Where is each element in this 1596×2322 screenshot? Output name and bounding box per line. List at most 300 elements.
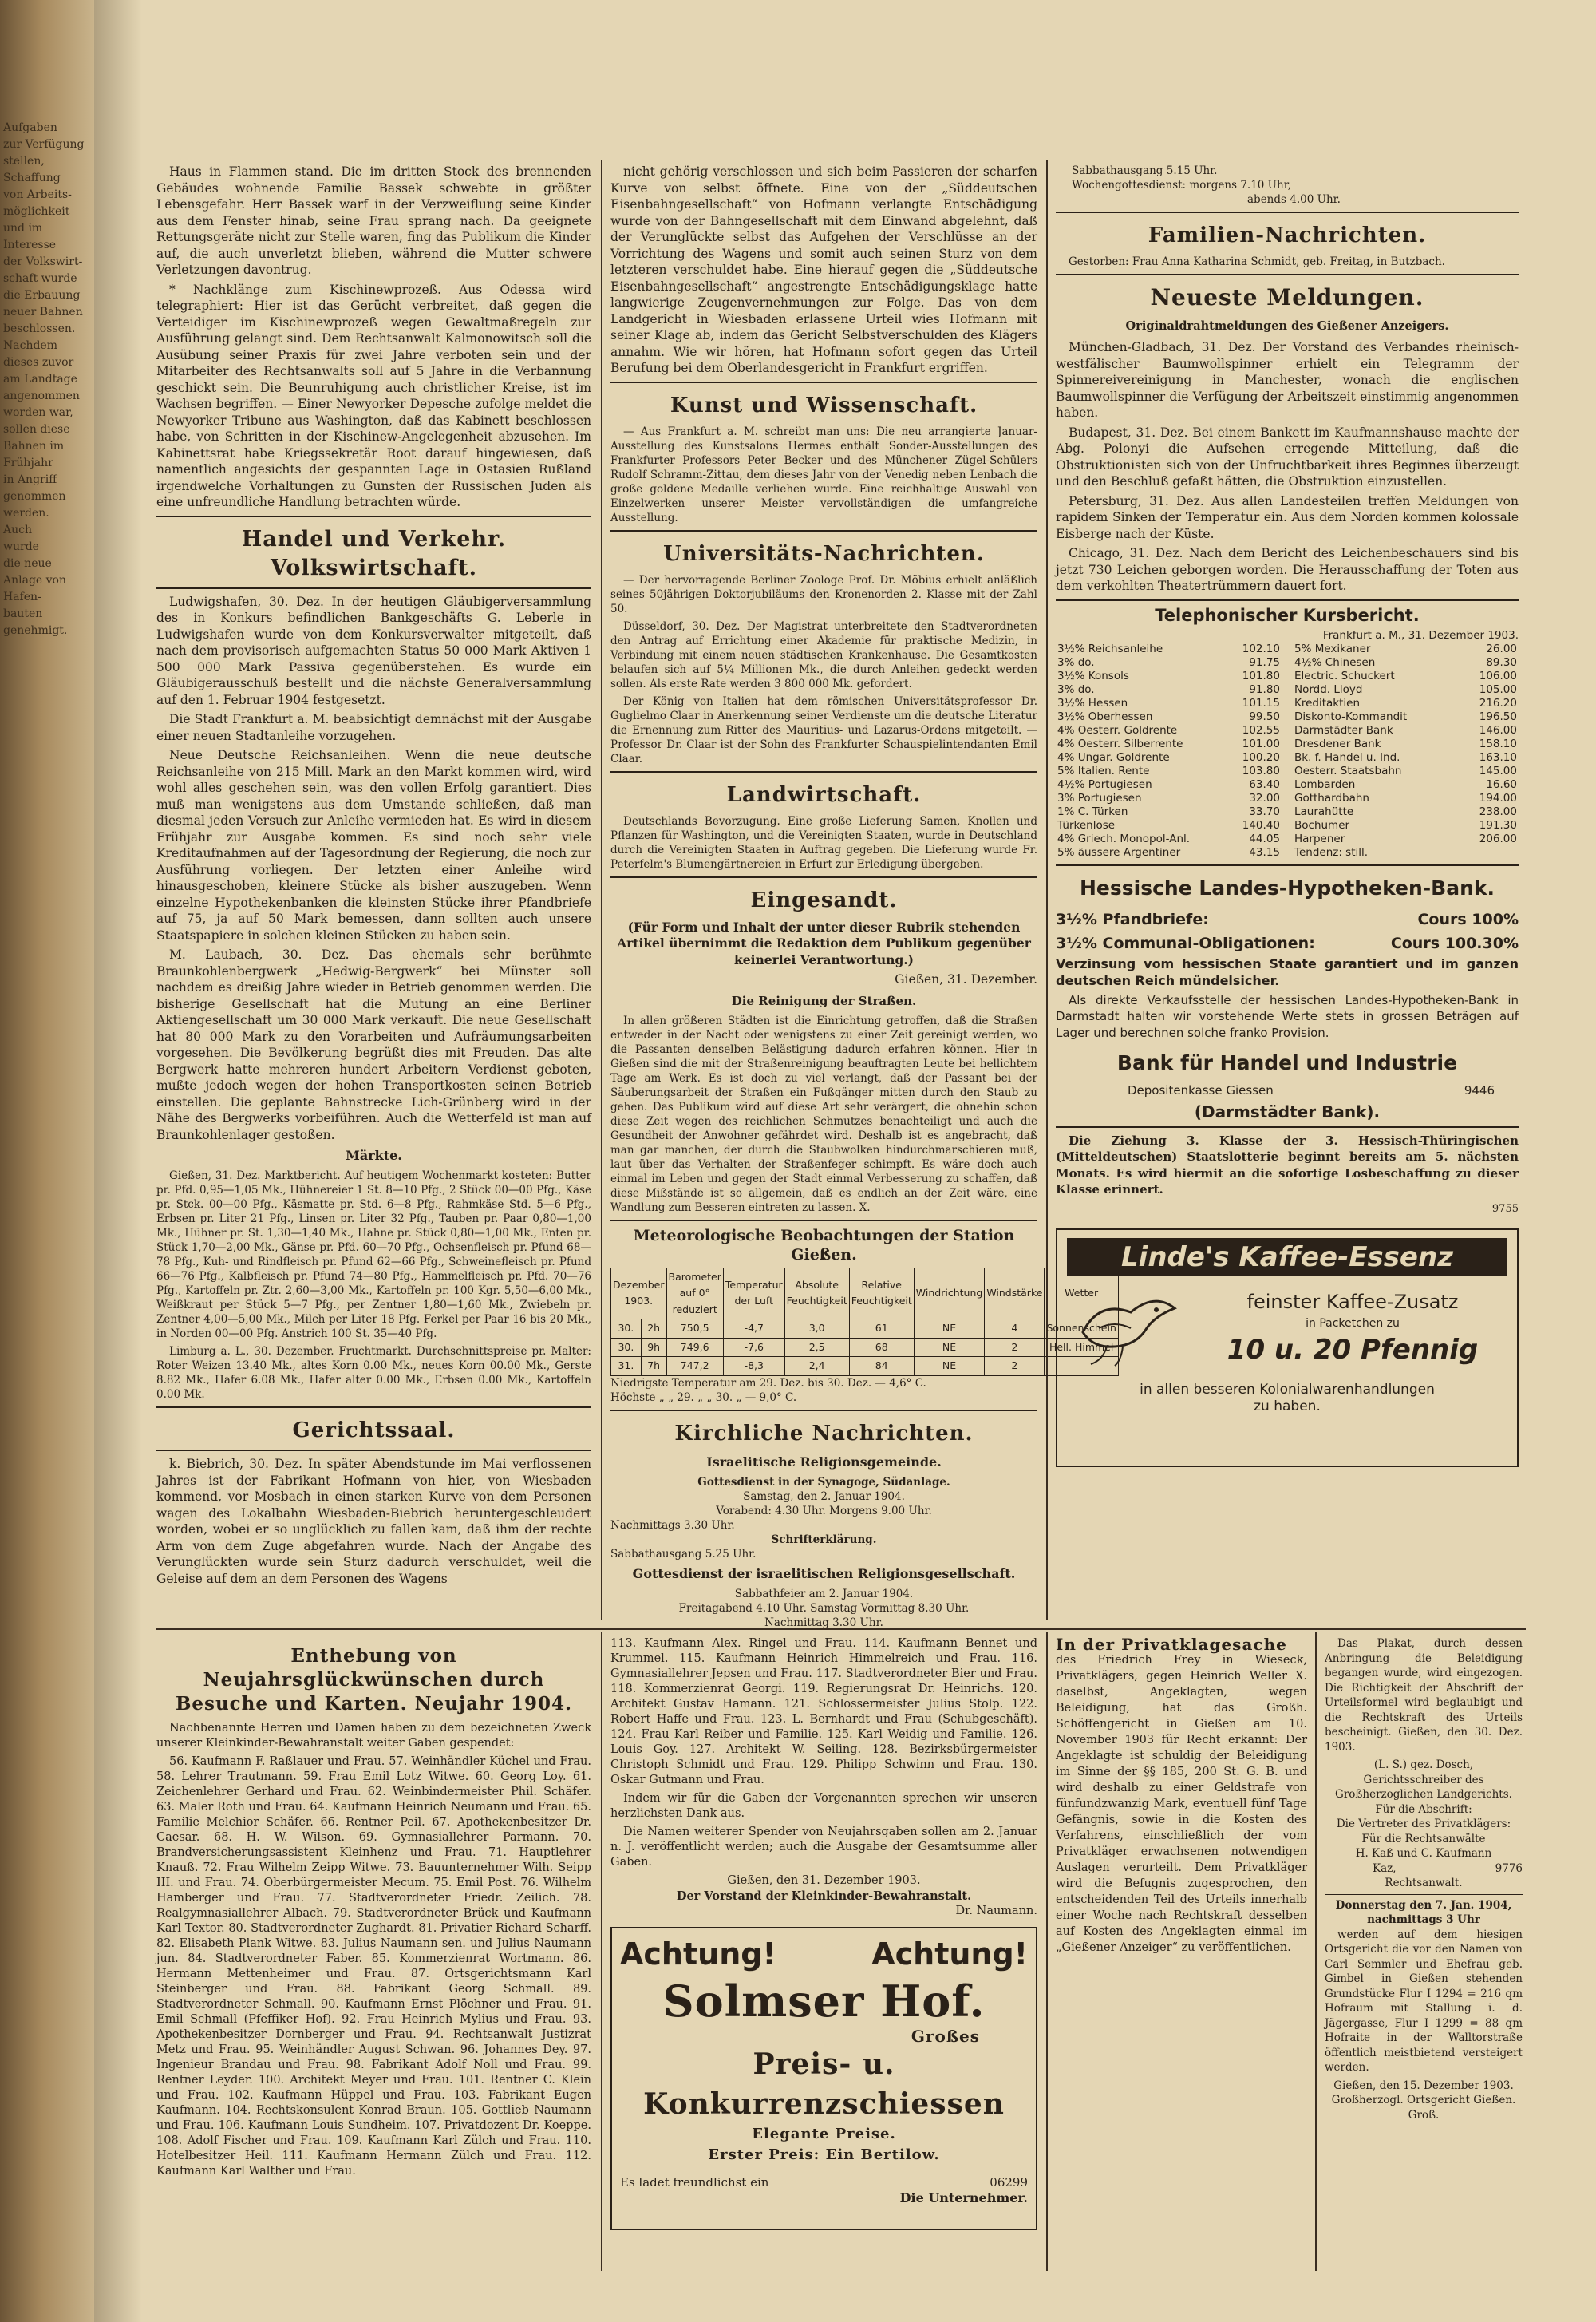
kurs-row: [1056, 805, 1282, 819]
gutter-line: und im Interesse: [3, 222, 57, 251]
column-3: [1056, 164, 1519, 1624]
rule: [610, 876, 1037, 878]
kurs-row: [1293, 778, 1519, 792]
bottom-rule-3: [1315, 1632, 1317, 2271]
kurs-row: [1056, 846, 1282, 860]
article-budapest: Budapest, 31. Dez. Bei einem Bankett im Kaufmannshause machte der Abg. Polonyi die Aufsehen erregende Mitteilung, daß die Obstruktionisten sich von der Unfruchtbarkeit ihres Beginnes überzeugt und den Beschluß gefaßt hätten, die Obstruktion einzustellen.: [1056, 425, 1519, 489]
kurs-row: [1293, 751, 1519, 765]
meteo-cell: 61: [849, 1319, 914, 1339]
enthebung-sign: Der Vorstand der Kleinkinder-Bewahranstalt.: [676, 1889, 972, 1903]
article-kischinew: * Nachklänge zum Kischinewprozeß. Aus Odessa wird telegraphiert: Hier ist das Gerücht verbreitet, daß gegen die Verteidiger im Kischinewprozeß wegen Gewaltmaßregeln zur Ausführung gelangt sind. Dem Rechtsanwalt Kalmonowitsch soll die Ausübung seiner Praxis für zwei Jahre verboten sein und der Mitarbeiter des Rechtsanwalts soll auf 5 Jahre in die Verbannung geschickt sein. Die Beunruhigung auch christlicher Kreise, ist im Wachsen begriffen. — Einer Newyorker Depesche zufolge meldet die Newyorker Tribune aus Washington, daß das Kabinett beschlossen habe, von Schritten in der Kischinew-Angelegenheit abzusehen. Im Kabinettsrat habe Kriegssekretär Root darauf hingewiesen, daß namentlich angesichts der gespannten Lage in Ostasien Rußland irgendwelche Vorhaltungen zu Gunsten der Russischen Juden als eine unfreundliche Handlung betrachten würde.: [156, 282, 591, 509]
kurs-row: [1056, 819, 1282, 833]
hyp-value-1: Cours 100%: [1417, 910, 1519, 928]
kurs-price: 194.00: [1479, 791, 1517, 805]
meteo-cell: 84: [849, 1357, 914, 1376]
gutter-line: genehmigt.: [3, 624, 68, 637]
meteo-cell: 750,5: [666, 1319, 723, 1339]
gutter-line: Anlage von: [3, 574, 67, 587]
kirch-line-6: Sabbathfeier am 2. Januar 1904.: [734, 1587, 914, 1600]
kurs-price: 101.00: [1242, 737, 1280, 750]
meteo-cell: 9h: [641, 1338, 666, 1357]
article-gladbach: München-Gladbach, 31. Dez. Der Vorstand des Verbandes rheinisch-westfälischer Baumwollspinner erhielt ein Telegramm der Spinnereivereinigung in Manchester, wonach die englischen Baumwollspinner die Verfügung der Arbeitszeit einstimmig angenommen haben.: [1056, 340, 1519, 420]
linde-stores: in allen besseren Kolonialwarenhandlungen: [1140, 1382, 1435, 1398]
kurs-security: 4% Ungar. Goldrente: [1057, 750, 1170, 764]
kurs-security: Türkenlose: [1057, 818, 1116, 832]
linde-packet: in Packetchen zu: [1306, 1317, 1400, 1330]
kurs-security: Laurahütte: [1294, 805, 1354, 818]
article-petersburg: Petersburg, 31. Dez. Aus allen Landesteilen treffen Meldungen von rapidem Sinken der Temperatur ein. Aus dem Norden kommen kolossale Eisberge nach der Küste.: [1056, 493, 1519, 541]
kirch-line-3: Nachmittags 3.30 Uhr.: [610, 1518, 735, 1532]
plakat-kaz: Kaz,: [1373, 1861, 1396, 1875]
kurs-tables: [1056, 643, 1519, 860]
article-duesseldorf: Düsseldorf, 30. Dez. Der Magistrat unterbreitete den Stadtverordneten den Antrag auf Errichtung einer Akademie für praktische Medizin, in Verbindung mit einem neuen städtischen Krankenhause. Die Gesamtkosten belaufen sich auf 5¼ Millionen Mk., die durch Anleihen gedeckt werden sollen. Als erste Rate werden 3 800 000 Mk. gefordert.: [610, 619, 1037, 690]
meteo-cell: 68: [849, 1338, 914, 1357]
article-landwirtschaft: Deutschlands Bevorzugung. Eine große Lieferung Samen, Knollen und Pflanzen für Washington, und die Vereinigten Staaten, wurde in Deutschland durch die Vereinigten Staaten in Auftrag gegeben. Die Lieferung wurde Fr. Peterfelm's Blumengärtnereien in Erfurt zur Erledigung übergeben.: [610, 814, 1037, 871]
meteo-cell: Hell. Himmel: [1045, 1338, 1118, 1357]
achtung-right: Achtung!: [871, 1936, 1028, 1972]
meteo-cell: NE: [914, 1338, 985, 1357]
sabbath-line-3: abends 4.00 Uhr.: [1247, 193, 1341, 206]
meteo-cell: 3,0: [784, 1319, 849, 1339]
neueste-subtitle: Originaldrahtmeldungen des Gießener Anzeigers.: [1125, 319, 1449, 333]
article-ludwigshafen: Ludwigshafen, 30. Dez. In der heutigen Gläubigerversammlung des in Konkurs befindlichen Bankgeschäfts G. Leberle in Ludwigshafen wurde von dem Konkursverwalter mitgeteilt, daß nach dem provisorisch aufgemachten Status 50 000 Mark Aktiven 1 500 000 Mark Passiva gegenüberstehen. Es wurde ein Gläubigerausschuß bestellt und die nächste Generalversammlung auf den 1. Februar 1904 festgesetzt.: [156, 594, 591, 707]
donnerstag-text: werden auf dem hiesigen Ortsgericht die vor den Namen von Carl Semmler und Ehefrau geb. Gimbel in Gießen stehenden Grundstücke Flur I 1294 = 216 qm Hofraum mit Stallung i. d. Jägergasse, Flur I 1299 = 88 qm Hofraite in der Walltorstraße öffentlich meistbietend versteigert werden.: [1325, 1928, 1523, 2074]
kurs-row: [1056, 670, 1282, 683]
meteo-cell: 2,4: [784, 1357, 849, 1376]
hyp-label-2: 3½% Communal-Obligationen:: [1056, 934, 1315, 952]
donnerstag-date: Gießen, den 15. Dezember 1903.: [1333, 2079, 1514, 2092]
rule: [1325, 1894, 1523, 1895]
bottom-col-2: [610, 1636, 1037, 2275]
rule: [610, 1220, 1037, 1221]
meteo-cell: 749,6: [666, 1338, 723, 1357]
kurs-security: 3½% Reichsanleihe: [1057, 642, 1163, 655]
gutter-line: möglichkeit: [3, 205, 70, 218]
kurs-row: [1293, 765, 1519, 778]
kurs-security: 4% Oesterr. Silberrente: [1057, 737, 1183, 750]
meteo-footnote-max: Höchste „ „ 29. „ „ 30. „ — 9,0° C.: [610, 1390, 797, 1404]
kurs-price: 105.00: [1479, 682, 1517, 696]
solmser-number: 06299: [990, 2175, 1028, 2189]
kurs-row: [1293, 846, 1519, 860]
article-reichsanleihe: Neue Deutsche Reichsanleihen. Wenn die neue deutsche Reichsanleihe von 215 Mill. Mark an den Markt kommen wird, wird wohl alles geschehen sein, was den vollen Erfolg garantiert. Dies muß man wenigstens aus dem Umstande schließen, daß man diesmal jeden Versuch zur Anleihe vermieden hat. Es wird in diesem Frühjahr zur Ausgabe kommen. Es sind noch sehr viele Kreditaufnahmen auf der Tagesordnung der Regierung, die noch zur Ausführung vorliegen. Der letzten einer Anleihe wird hinausgeschoben, kleinere Stücke als bisher auszugeben. Wenn einzelne Hypothekenbanken die kleinsten Stücke ihrer Pfandbriefe auf 75, ja auf 50 Mark bemessen, dann sollten auch unsere Staatspapiere in solchen kleinen Stücken zu haben sein.: [156, 748, 591, 943]
gutter-line: angenommen: [3, 390, 80, 402]
kurs-security: Tendenz: still.: [1294, 845, 1369, 859]
kirch-sub3: Gottesdienst der israelitischen Religionsgesellschaft.: [632, 1565, 1016, 1581]
enthebung-note: Die Namen weiterer Spender von Neujahrsgaben sollen am 2. Januar n. J. veröffentlicht werden; auch die Ausgabe der Gesamtsumme aller Gaben.: [610, 1826, 1037, 1869]
rule: [1056, 599, 1519, 601]
gutter-line: Hafen-: [3, 591, 41, 603]
meteo-cell: 7h: [641, 1357, 666, 1376]
kurs-price: 140.40: [1242, 818, 1280, 832]
plakat-vertreter: Die Vertreter des Privatklägers:: [1336, 1818, 1511, 1830]
kurs-row: [1293, 724, 1519, 738]
gutter-line: der Volkswirt-: [3, 255, 83, 268]
kurs-price: 91.75: [1249, 655, 1280, 669]
kurs-row: [1056, 724, 1282, 738]
kurs-row: [1293, 710, 1519, 724]
section-title-handel: Handel und Verkehr. Volkswirtschaft.: [241, 526, 507, 580]
solmser-einladung: Es ladet freundlichst ein: [620, 2175, 769, 2189]
kurs-price: 146.00: [1479, 723, 1517, 737]
kurs-date: Frankfurt a. M., 31. Dezember 1903.: [1322, 628, 1519, 642]
kurs-row: [1056, 833, 1282, 846]
meteo-cell: 30.: [611, 1319, 642, 1339]
kurs-security: Bochumer: [1294, 818, 1350, 832]
kurs-security: Bk. f. Handel u. Ind.: [1294, 750, 1400, 764]
linde-available: zu haben.: [1254, 1398, 1321, 1414]
kurs-security: 4½% Portugiesen: [1057, 777, 1152, 791]
kirch-line-8: Nachmittag 3.30 Uhr.: [764, 1616, 883, 1629]
kurs-price: 163.10: [1479, 750, 1517, 764]
bottom-col-3: [1056, 1636, 1307, 2275]
meteo-title: Meteorologische Beobachtungen der Station Gießen.: [633, 1226, 1015, 1264]
gutter-line: die neue: [3, 557, 52, 570]
kurs-security: Darmstädter Bank: [1294, 723, 1393, 737]
meteo-cell: 4: [985, 1319, 1045, 1339]
kurs-price: 32.00: [1249, 791, 1280, 805]
kurs-security: Gotthardbahn: [1294, 791, 1369, 805]
article-biebrich: k. Biebrich, 30. Dez. In später Abendstunde im Mai verflossenen Jahres ist der Fabrikant Hofmann von hier, von Wiesbaden kommend, vor Mosbach in einen starken Kurve von dem Personen wagen des Lokalbahn Wiesbaden-Biebrich heruntergeschleudert worden, wobei er so unglücklich zu fallen kam, daß ihm der rechte Arm von dem Zuge abgefahren wurde. Nach der Angabe des Verunglückten wurde sein Sturz dadurch verschuldet, weil die Geleise auf dem an dem Personen des Wagens: [156, 1457, 591, 1586]
kurs-security: 4% Oesterr. Goldrente: [1057, 723, 1178, 737]
kurs-security: 5% Mexikaner: [1294, 642, 1371, 655]
solmser-preis: Preis- u. Konkurrenzschiessen: [643, 2047, 1005, 2121]
section-title-kirchlich: Kirchliche Nachrichten.: [674, 1421, 974, 1446]
plakat-gs: Gerichtsschreiber des Großherzoglichen Landgerichts.: [1335, 1773, 1512, 1801]
kurs-price: 196.50: [1479, 710, 1517, 723]
bottom-col-1: [156, 1636, 591, 2275]
meteo-row: [611, 1357, 1119, 1376]
achtung-left: Achtung!: [620, 1936, 776, 1972]
enthebung-title: Enthebung von Neujahrsglückwünschen durch Besuche und Karten. Neujahr 1904.: [175, 1645, 573, 1715]
solmser-grosses: Großes: [911, 2027, 980, 2046]
lotterie-number: 9755: [1491, 1202, 1519, 1215]
gutter-line: worden war,: [3, 406, 73, 419]
eingesandt-date: Gießen, 31. Dezember.: [895, 972, 1037, 987]
privatklage-text: des Friedrich Frey in Wieseck, Privatklägers, gegen Heinrich Weller X. daselbst, Angeklagten, wegen Beleidigung, hat das Großh. Schöffengericht in Gießen am 10. November 1903 für Recht erkannt: Der Angeklagte ist schuldig der Beleidigung im Sinne der §§ 185, 200 St. G. B. und wird deshalb zu einer Geldstrafe von fünfundzwanzig Mark, eventuell fünf Tage Gefängnis, sowie in die Kosten des Verfahrens, einschließlich der vom Privatkläger erwachsenen notwendigen Auslagen verurteilt. Dem Privatkläger wird die Befugnis zugesprochen, den entscheidenden Teil des Urteils innerhalb einer Woche nach Rechtskraft desselben auf Kosten des Angeklagten einmal im „Gießener Anzeiger“ zu veröffentlichen.: [1056, 1654, 1307, 1954]
article-claar: Der König von Italien hat dem römischen Universitätsprofessor Dr. Guglielmo Claar in Anerkennung seiner Verdienste um die deutsche Literatur die Ernennung zum Ritter des Mauritius- und Lazarus-Ordens mitgeteilt. — Professor Dr. Claar ist der Sohn des Frankfurter Schauspielintendanten Emil Claar.: [610, 694, 1037, 765]
solmser-erster: Erster Preis: Ein Bertilow.: [708, 2146, 940, 2163]
kurs-price: 102.55: [1242, 723, 1280, 737]
kurs-row: [1293, 683, 1519, 697]
gutter-line: zur Verfügung: [3, 138, 85, 151]
kurs-price: 99.50: [1249, 710, 1280, 723]
achtung-row: [620, 1935, 1028, 1973]
bottom-rule-2: [1046, 1632, 1048, 2271]
meteo-cell: -4,7: [723, 1319, 784, 1339]
bank-title: Bank für Handel und Industrie: [1116, 1051, 1458, 1074]
article-chicago: Chicago, 31. Dez. Nach dem Bericht des Leichenbeschauers sind bis jetzt 730 Leichen geborgen worden. Die Herausschaffung der Toten aus dem verkohlten Theatertrümmern dauert fort.: [1056, 546, 1519, 593]
plakat-text: Das Plakat, durch dessen Anbringung die Beleidigung begangen wurde, wird eingezogen. Die Richtigkeit der Abschrift der Urteilsformel wird beglaubigt und die Rechtskraft des Urteils bescheinigt. Gießen, den 30. Dez. 1903.: [1325, 1637, 1523, 1754]
hyp-value-2: Cours 100.30%: [1390, 934, 1519, 952]
article-marktbericht: Gießen, 31. Dez. Marktbericht. Auf heutigem Wochenmarkt kosteten: Butter pr. Pfd. 0,95—1,05 Mk., Hühnereier 1 St. 8—10 Pfg., 2 Stück 00—00 Pfg., Käse pr. Stck. 00—00 Pfg., Käsmatte pr. Std. 6—8 Pfg., Rahmkäse Std. 5—6 Pfg., Erbsen pr. Liter 21 Pfg., Linsen pr. Liter 32 Pfg., Tauben pr. Paar 0,80—1,00 Mk., Hühner pr. St. 1,30—1,40 Mk., Hahne pr. Stück 0,80—1,00 Mk., Enten pr. Stück 1,70—2,00 Mk., Gänse pr. Pfd. 60—70 Pfg., Ochsenfleisch pr. Pfund 68—78 Pfg., Kuh- und Rindfleisch pr. Pfund 62—66 Pfg., Schweinefleisch pr. Pfund 66—76 Pfg., Kalbfleisch pr. Pfund 74—80 Pfg., Hammelfleisch pr. Pfd. 70—76 Pfg., Kartoffeln pr. Ztr. 2,60—3,00 Mk., Kartoffeln pr. 100 Kgr. 5,50—6,00 Mk., Weißkraut per Stück 5—7 Pfg., per Zentner 1,80—1,60 Mk., Zwiebeln pr. Zentner 4,00—5,00 Mk., Milch per Liter 18 Pfg. Ferkel per Paar 16 bis 20 Mk., in Norden 00—00 Pfg. Anstrich 100 St. 35—40 Pfg.: [156, 1169, 591, 1340]
article-moebius: — Der hervorragende Berliner Zoologe Prof. Dr. Möbius erhielt anläßlich seines 50jährigen Doktorjubiläums den Kronenorden 2. Klasse mit der Zahl 50.: [610, 573, 1037, 615]
kurs-security: 3½% Konsols: [1057, 669, 1129, 682]
gutter-line: am Landtage: [3, 373, 77, 386]
gutter-line: wurde: [3, 540, 39, 553]
meteo-cell: NE: [914, 1357, 985, 1376]
gutter-line: sollen diese: [3, 423, 70, 436]
meteo-cell: Sonnenschein: [1045, 1319, 1118, 1339]
gutter-line: neuer Bahnen: [3, 306, 83, 318]
kurs-security: Oesterr. Staatsbahn: [1294, 764, 1402, 777]
plakat-number: 9776: [1495, 1861, 1523, 1875]
bird-logo-icon: [1067, 1284, 1187, 1372]
article-kunst: — Aus Frankfurt a. M. schreibt man uns: Die neu arrangierte Januar-Ausstellung des Kunstsalons Hermes enthält Sonder-Ausstellungen des Frankfurter Professors Peter Becker und des Münchener Zügel-Schülers Rudolf Schramm-Zittau, dem dieses Jahr von der Venedig neben Lenbach die große goldene Medaille verliehen wurde. Eine reichhaltige Auswahl von Einzelwerken unserer Meister vervollständigen die umfangreiche Ausstellung.: [610, 425, 1037, 524]
kurs-security: 4% Griech. Monopol-Anl.: [1057, 832, 1191, 845]
kurs-price: 216.20: [1479, 696, 1517, 710]
meteo-header: Dezember 1903.: [611, 1268, 667, 1319]
kurs-price: 206.00: [1479, 832, 1517, 845]
donnerstag-name: Groß.: [1408, 2108, 1440, 2122]
kurs-row: [1056, 751, 1282, 765]
kurs-price: 158.10: [1479, 737, 1517, 750]
rule: [610, 771, 1037, 773]
kirch-sub2: Gottesdienst in der Synagoge, Südanlage.: [697, 1475, 950, 1489]
kurs-row: [1056, 738, 1282, 751]
kurs-row: [1293, 670, 1519, 683]
meteo-cell: -8,3: [723, 1357, 784, 1376]
solmser-title: Solmser Hof.: [662, 1976, 986, 2027]
plakat-kaz-row: [1325, 1861, 1523, 1877]
meteo-cell: -7,6: [723, 1338, 784, 1357]
lotterie-text: Die Ziehung 3. Klasse der 3. Hessisch-Thüringischen (Mitteldeutschen) Staatslotterie beginnt bereits am 5. nächsten Monats. Es wird hiermit an die sofortige Losbeschaffung zu dieser Klasse erinnert.: [1056, 1133, 1519, 1197]
column-1: [156, 164, 591, 1624]
kurs-price: 101.15: [1242, 696, 1280, 710]
kurs-security: Kreditaktien: [1294, 696, 1361, 710]
kurs-price: 43.15: [1249, 845, 1280, 859]
kirch-line-4: Schrifterklärung.: [771, 1533, 877, 1546]
kurs-security: Diskonto-Kommandit: [1294, 710, 1408, 723]
bottom-rule-1: [601, 1632, 602, 2271]
meteo-cell: 31.: [611, 1357, 642, 1376]
enthebung-list: 56. Kaufmann F. Raßlauer und Frau. 57. Weinhändler Küchel und Frau. 58. Lehrer Trautmann. 59. Frau Emil Lotz Witwe. 60. Georg Loy. 61. Zeichenlehrer Gerhard und Frau. 62. Weinbindermeister Phil. Schäfer. 63. Maler Roth und Frau. 64. Kaufmann Heinrich Neumann und Frau. 65. Familie Melchior Schäfer. 66. Rentner Peil. 67. Apothekenbesitzer Dr. Caesar. 68. H. W. Wilson. 69. Gymnasiallehrer Parmann. 70. Brandversicherungsassistent Kleinhenz und Frau. 71. Hauptlehrer Knauß. 72. Frau Wilhelm Zeipp Witwe. 73. Bauunternehmer Wilh. Seipp III. und Frau. 74. Oberbürgermeister Mecum. 75. Emil Post. 76. Wilhelm Hamberger und Frau. 77. Stadtverordneter Friedr. Zeilich. 78. Realgymnasiallehrer Albach. 79. Stadtverordneter Brück und Kaufmann Karl Textor. 80. Stadtverordneter Zughardt. 81. Privatier Richard Scharff. 82. Elisabeth Plank Witwe. 83. Julius Naumann sen. und Julius Naumann jun. 84. Stadtverordneter Faber. 85. Kommerzienrat Wortmann. 86. Hermann Mettenheimer und Frau. 87. Ortsgerichtsmann Karl Steinberger und Frau. 88. Fabrikant Georg Schmall. 89. Stadtverordneter Schmall. 90. Kaufmann Ernst Plöchner und Frau. 91. Emil Schmall (Pfeffiker Hof). 92. Frau Heinrich Mylius und Frau. 93. Apothekenbesitzer Dornberger und Frau. 94. Rechtsanwalt Justizrat Metz und Frau. 95. Weinhändler August Schwan. 96. Johannes Dey. 97. Ingenieur Brandau und Frau. 98. Fabrikant Adolf Noll und Frau. 99. Rentner Leyder. 100. Architekt Meyer und Frau. 101. Rentner C. Klein und Frau. 102. Kaufmann Hüppel und Frau. 103. Fabrikant Eugen Kaufmann. 104. Rechtskonsulent Konrad Braun. 105. Gottlieb Naumann und Frau. 106. Kaufmann Louis Sundheim. 107. Privatdozent Dr. Koeppe. 108. Adolf Fischer und Frau. 109. Kaufmann Karl Zülch und Frau. 110. Hotelbesitzer Heil. 111. Kaufmann Hermann Zülch und Frau. 112. Kaufmann Karl Walther und Frau.: [156, 1755, 591, 2178]
section-title-universitaet: Universitäts-Nachrichten.: [663, 541, 985, 566]
kurs-price: 102.10: [1242, 642, 1280, 655]
kurs-price: 101.80: [1242, 669, 1280, 682]
section-title-gericht: Gerichtssaal.: [292, 1418, 456, 1442]
privatklage-title: In der Privatklagesache: [1056, 1635, 1287, 1654]
plakat-ls: (L. S.) gez. Dosch,: [1373, 1758, 1474, 1771]
article-limburg: Limburg a. L., 30. Dezember. Fruchtmarkt. Durchschnittspreise pr. Malter: Roter Weizen 13.40 Mk., altes Korn 0.00 Mk., neues Korn 00.00 Mk., Gerste 8.82 Mk., Hafer 6.08 Mk., Hafer alter 0.00 Mk., Erbsen 0.00 Mk., Kartoffeln 0.00 Mk.: [156, 1345, 591, 1401]
plakat-rechtsanwalt: Rechtsanwalt.: [1385, 1877, 1463, 1889]
kurs-row: [1293, 643, 1519, 656]
rule: [156, 1406, 591, 1408]
kurs-price: 191.30: [1479, 818, 1517, 832]
kurs-price: 16.60: [1486, 777, 1517, 791]
meteo-table: [610, 1268, 1119, 1376]
rule: [1056, 274, 1519, 275]
eingesandt-note: (Für Form und Inhalt der unter dieser Rubrik stehenden Artikel übernimmt die Redaktion dem Publikum gegenüber keinerlei Verantwortung.): [617, 919, 1031, 967]
hyp-row-2: [1056, 932, 1519, 955]
kurs-row: [1293, 805, 1519, 819]
bottom-col-4: [1325, 1636, 1523, 2275]
kurs-security: 3% do.: [1057, 655, 1095, 669]
gutter-line: genommen: [3, 490, 66, 503]
gutter-line: schaft wurde: [3, 272, 77, 285]
meteo-cell: 30.: [611, 1338, 642, 1357]
kurs-row: [1293, 819, 1519, 833]
sabbath-line-2: Wochengottesdienst: morgens 7.10 Uhr,: [1072, 179, 1292, 192]
kurs-row: [1056, 697, 1282, 710]
meteo-header: Barometer auf 0° reduziert: [666, 1268, 723, 1319]
page-fold-shadow: [94, 0, 142, 2322]
gutter-line: Auch: [3, 524, 32, 536]
kurs-security: Electric. Schuckert: [1294, 669, 1395, 682]
article-laubach: M. Laubach, 30. Dez. Das ehemals sehr berühmte Braunkohlenbergwerk „Hedwig-Bergwerk“ bei Münster soll nachdem es dreißig Jahre wieder in Betrieb genommen werden. Die bisherige Gesellschaft hat die Mutung an eine Berliner Aktiengesellschaft um 30 000 Mark verkauft. Die neue Gesellschaft hat 80 000 Mark zu den Vorarbeiten und Aufräumungsarbeiten vorgesehen. Die Bevölkerung begrüßt dies mit Freuden. Das alte Bergwerk hatte mehreren hundert Arbeitern Verdienst geboten, mußte jedoch wegen der hohen Transportkosten seinen Betrieb einstellen. Die geplante Bahnstrecke Lich-Grünberg wird in der Nähe des Bergwerks vorbeiführen. Auch die Wetterfeld ist man auf Braunkohlenlager gestoßen.: [156, 947, 591, 1142]
kurs-row: [1293, 792, 1519, 805]
section-title-landwirtschaft: Landwirtschaft.: [726, 782, 922, 807]
plakat-abschrift: Für die Abschrift:: [1375, 1802, 1472, 1816]
section-title-familie: Familien-Nachrichten.: [1148, 223, 1427, 247]
gutter-line: dieses zuvor: [3, 356, 74, 369]
meteo-row: [611, 1338, 1119, 1357]
kurs-price: 91.80: [1249, 682, 1280, 696]
kurs-row: [1293, 697, 1519, 710]
kurs-security: 3% do.: [1057, 682, 1095, 696]
kurs-security: Harpener: [1294, 832, 1345, 845]
meteo-footnote-min: Niedrigste Temperatur am 29. Dez. bis 30. Dez. — 4,6° C.: [610, 1376, 926, 1390]
kirch-sub: Israelitische Religionsgemeinde.: [706, 1454, 942, 1470]
solmser-unternehmer: Die Unternehmer.: [899, 2190, 1028, 2205]
kurs-table-right: [1293, 643, 1519, 860]
kurs-security: 3½% Hessen: [1057, 696, 1128, 710]
kurs-row: [1056, 643, 1282, 656]
gutter-line: werden.: [3, 507, 49, 520]
hyp-text: Als direkte Verkaufsstelle der hessischen Landes-Hypotheken-Bank in Darmstadt halten wir vorstehende Werte stets in grossen Beträgen auf Lager und berechnen solche franko Provision.: [1056, 992, 1519, 1040]
kurs-price: 63.40: [1249, 777, 1280, 791]
kurs-title: Telephonischer Kursbericht.: [1155, 605, 1420, 625]
bank-row: [1056, 1082, 1519, 1099]
article-biebrich-cont: nicht gehörig verschlossen und sich beim Passieren der scharfen Kurve von selbst öffnete. Eine von der „Süddeutschen Eisenbahngesellschaft“ von Hofmann verlangte Entschädigung wurde von der Bahngesellschaft mit dem Einwand abgelehnt, daß der Verunglückte selbst das Aufgehen der Verschlüsse an der Vorrichtung des Wagens und somit auch seinen Sturz von dem letzteren verschuldet habe. Eine hierauf gegen die „Süddeutsche Eisenbahngesellschaft“ angestrengte Entschädigungsklage hatte langwierige Zeugenvernehmungen zur Folge. Das von dem Landgericht in Wiesbaden erlassene Urteil wies Hofmann mit seiner Klage ab, indem das Gericht Selbstverschulden des Klägers annahm. Wie wir hören, hat Hofmann sofort gegen das Urteil Berufung bei dem Oberlandesgericht in Frankfurt ergriffen.: [610, 164, 1037, 375]
gutter-line: beschlossen.: [3, 322, 76, 335]
kurs-row: [1056, 683, 1282, 697]
kurs-row: [1056, 765, 1282, 778]
kurs-row: [1056, 778, 1282, 792]
rule: [610, 382, 1037, 383]
kurs-price: 100.20: [1242, 750, 1280, 764]
kurs-price: 89.30: [1486, 655, 1517, 669]
enthebung-list-cont: 113. Kaufmann Alex. Ringel und Frau. 114. Kaufmann Bennet und Krummel. 115. Kaufmann Heinrich Himmelreich und Frau. 116. Gymnasiallehrer Jepsen und Frau. 117. Stadtverordneter Bier und Frau. 118. Kommerzienrat Georgi. 119. Regierungsrat Dr. Heinrichs. 120. Architekt Gustav Hamann. 121. Schlossermeister Julius Stolp. 122. Robert Haffe und Frau. 123. L. Bernhardt und Frau (Schubgeschäft). 124. Frau Karl Reiber und Familie. 125. Karl Weidig und Familie. 126. Louis Goy. 127. Architekt W. Seiling. 128. Bezirksbürgermeister Christoph Schmidt und Frau. 129. Philipp Schwinn und Frau. 130. Oskar Gutmann und Frau.: [610, 1637, 1037, 1786]
article-strassen: In allen größeren Städten ist die Einrichtung getroffen, daß die Straßen entweder in der Nacht oder wenigstens zu einer Zeit gereinigt werden, wo die Passanten denselben Belästigung dadurch erfahren können. Hier in Gießen sind die mit der Straßenreinigung beauftragten Leute bei hellichtem Tage am Werk. Es ist doch zu viel verlangt, daß der Passant bei der Säuberungsarbeit der Straßen ein Fußgänger mitten durch den Staub zu gehen. Das Publikum wird auf diese Art sehr verärgert, die ohnehin schon diese Zeit wegen des reichlichen Schmutzes benachteiligt und auch die Gesundheit der Anwohner gefährdet wird. Deshalb ist es angebracht, daß man gar manchen, der durch die Staubwolken hindurchmarschieren muß, laut über das Verhalten der Straßenfeger schimpft. Es wäre doch auch einmal im Leben und gegen der Stadt einmal Verbesserung zu schaffen, daß diese Mißstände ist so allgemein, daß es endlich an der Zeit wäre, eine Wandlung zum Besseren eintreten zu lassen. X.: [610, 1014, 1037, 1214]
meteo-cell: 2,5: [784, 1338, 849, 1357]
kurs-security: Dresdener Bank: [1294, 737, 1381, 750]
kurs-row: [1056, 656, 1282, 670]
gutter-line: Frühjahr: [3, 457, 53, 469]
kurs-price: 106.00: [1479, 669, 1517, 682]
meteo-header: Relative Feuchtigkeit: [849, 1268, 914, 1319]
gutter-line: stellen,: [3, 155, 45, 168]
plakat-rechtsanwaelte: Für die Rechtsanwälte: [1361, 1832, 1486, 1845]
kurs-security: 4½% Chinesen: [1294, 655, 1376, 669]
rule: [1056, 1126, 1519, 1128]
kurs-security: 3% Portugiesen: [1057, 791, 1142, 805]
solmser-elegant: Elegante Preise.: [752, 2126, 896, 2142]
meteo-cell: NE: [914, 1319, 985, 1339]
kurs-row: [1056, 792, 1282, 805]
bank-depositenkasse: Depositenkasse Giessen: [1128, 1083, 1274, 1098]
hyp-title: Hessische Landes-Hypotheken-Bank.: [1080, 876, 1495, 900]
kurs-row: [1293, 656, 1519, 670]
rule: [610, 530, 1037, 532]
donnerstag-title: Donnerstag den 7. Jan. 1904, nachmittags 3 Uhr: [1335, 1898, 1512, 1926]
meteo-header: Windstärke: [985, 1268, 1045, 1319]
section-title-kunst: Kunst und Wissenschaft.: [670, 393, 978, 417]
eingesandt-subtitle: Die Reinigung der Straßen.: [731, 993, 917, 1008]
linde-body: [1067, 1284, 1507, 1372]
kurs-price: 145.00: [1479, 764, 1517, 777]
kurs-security: 1% C. Türken: [1057, 805, 1128, 818]
gutter-line: Schaffung: [3, 172, 61, 184]
subtitle-maerkte: Märkte.: [346, 1148, 402, 1163]
kirch-line-2: Vorabend: 4.30 Uhr. Morgens 9.00 Uhr.: [716, 1504, 932, 1517]
kirch-line-5: Sabbathausgang 5.25 Uhr.: [610, 1547, 757, 1561]
kurs-row: [1293, 833, 1519, 846]
bank-subtitle: (Darmstädter Bank).: [1194, 1102, 1381, 1121]
gutter-line: Nachdem: [3, 339, 57, 352]
solmser-ad: [610, 1927, 1037, 2230]
article-frankfurt: Die Stadt Frankfurt a. M. beabsichtigt demnächst mit der Ausgabe einer neuen Stadtanleihe vorzugehen.: [156, 712, 591, 743]
kurs-security: 5% Italien. Rente: [1057, 764, 1150, 777]
meteo-header: Absolute Feuchtigkeit: [784, 1268, 849, 1319]
article-fire: Haus in Flammen stand. Die im dritten Stock des brennenden Gebäudes wohnende Familie Bassek schwebte in größter Lebensgefahr. Herr Bassek warf in der Verzweiflung seine Kinder aus dem Fenster hinab, seine Frau sprang nach. Da geeignete Rettungsgeräte nicht zur Stelle waren, fing das Publikum die Kinder auf, die auch unverletzt blieben, während die Mutter schwere Verletzungen davontrug.: [156, 164, 591, 277]
rule: [1056, 864, 1519, 866]
meteo-header: Temperatur der Luft: [723, 1268, 784, 1319]
page-gutter: [0, 0, 94, 2322]
kurs-security: Lombarden: [1294, 777, 1356, 791]
gutter-line: Aufgaben: [3, 121, 57, 134]
kirch-line-7: Freitagabend 4.10 Uhr. Samstag Vormittag 8.30 Uhr.: [678, 1601, 970, 1615]
sabbath-line-1: Sabbathausgang 5.15 Uhr.: [1072, 164, 1218, 177]
kurs-table-left: [1056, 643, 1282, 860]
donnerstag-sign: Großherzogl. Ortsgericht Gießen.: [1331, 2094, 1516, 2106]
kurs-price: 33.70: [1249, 805, 1280, 818]
plakat-names: H. Kaß und C. Kaufmann: [1355, 1847, 1492, 1860]
kurs-security: Nordd. Lloyd: [1294, 682, 1363, 696]
gutter-line: bauten: [3, 607, 43, 620]
rule: [156, 1450, 591, 1451]
enthebung-sign-name: Dr. Naumann.: [955, 1905, 1037, 1917]
linde-ad: [1056, 1228, 1519, 1467]
rule: [156, 516, 591, 517]
solmser-footer: [620, 2175, 1028, 2190]
meteo-header: Windrichtung: [914, 1268, 985, 1319]
column-rule-2: [1046, 160, 1048, 1620]
familie-text: Gestorben: Frau Anna Katharina Schmidt, geb. Freitag, in Butzbach.: [1069, 255, 1445, 268]
section-title-neueste: Neueste Meldungen.: [1150, 284, 1424, 311]
kurs-price: 44.05: [1249, 832, 1280, 845]
gutter-line: in Angriff: [3, 473, 57, 486]
kurs-price: 103.80: [1242, 764, 1280, 777]
gutter-line: von Arbeits-: [3, 188, 72, 201]
section-title-eingesandt: Eingesandt.: [750, 888, 898, 912]
kurs-price: 238.00: [1479, 805, 1517, 818]
rule: [1056, 212, 1519, 213]
meteo-cell: 747,2: [666, 1357, 723, 1376]
rule: [156, 587, 591, 589]
meteo-header: Wetter: [1045, 1268, 1118, 1319]
kurs-price: [1460, 846, 1519, 860]
gutter-line: die Erbauung: [3, 289, 81, 302]
meteo-cell: 2: [985, 1357, 1045, 1376]
linde-title: Linde's Kaffee-Essenz: [1067, 1238, 1507, 1276]
meteo-row: [611, 1319, 1119, 1339]
kurs-security: 5% äussere Argentiner: [1057, 845, 1181, 859]
gutter-text: [3, 120, 86, 2195]
kirch-line-1: Samstag, den 2. Januar 1904.: [743, 1489, 905, 1503]
enthebung-date: Gießen, den 31. Dezember 1903.: [727, 1874, 921, 1887]
gutter-line: Bahnen im: [3, 440, 65, 453]
